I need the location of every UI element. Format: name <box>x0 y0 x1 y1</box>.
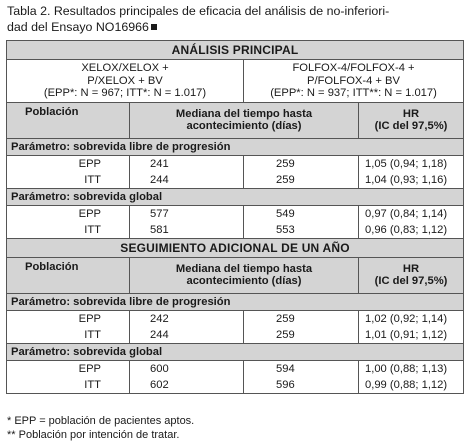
table-caption <box>7 3 461 35</box>
footnotes <box>7 415 461 442</box>
population-cell: EPP <box>7 205 130 222</box>
median-xelox-cell: 581 <box>130 222 244 239</box>
hr-cell: 1,05 (0,94; 1,18) <box>359 155 464 172</box>
median-folfox-cell: 259 <box>244 155 359 172</box>
header-median-2: Mediana del tiempo hasta acontecimiento (días) <box>130 257 359 293</box>
efficacy-table <box>6 40 464 394</box>
footnote-epp: * EPP = población de pacientes aptos. <box>7 415 195 427</box>
median-folfox-cell: 259 <box>244 310 359 327</box>
table-row <box>7 172 464 189</box>
arm-folfox: FOLFOX-4/FOLFOX-4 + P/FOLFOX-4 + BV (EPP*: N = 937; ITT**: N = 1.017) <box>244 60 464 103</box>
hr-cell: 0,97 (0,84; 1,14) <box>359 205 464 222</box>
median-xelox-cell: 241 <box>130 155 244 172</box>
footnote-itt: ** Población por intención de tratar. <box>7 428 180 441</box>
population-cell: ITT <box>7 377 130 394</box>
arm-xelox: XELOX/XELOX + P/XELOX + BV (EPP*: N = 967; ITT*: N = 1.017) <box>7 60 244 103</box>
table-row <box>7 205 464 222</box>
caption-line-1: Tabla 2. Resultados principales de eficacia del análisis de no-inferiori- <box>7 4 390 18</box>
header-population-2: Población <box>7 257 130 293</box>
table-row <box>7 222 464 239</box>
table-row <box>7 155 464 172</box>
table-row <box>7 360 464 377</box>
section-title-followup: SEGUIMIENTO ADICIONAL DE UN AÑO <box>7 238 464 257</box>
median-folfox-cell: 259 <box>244 172 359 189</box>
header-hr: HR (IC del 97,5%) <box>359 102 464 138</box>
header-median: Mediana del tiempo hasta acontecimiento (días) <box>130 102 359 138</box>
table-row <box>7 310 464 327</box>
hr-cell: 1,01 (0,91; 1,12) <box>359 327 464 344</box>
median-xelox-cell: 602 <box>130 377 244 394</box>
median-xelox-cell: 242 <box>130 310 244 327</box>
median-xelox-cell: 600 <box>130 360 244 377</box>
parameter-label: Parámetro: sobrevida global <box>7 188 464 205</box>
header-population: Población <box>7 102 130 138</box>
median-xelox-cell: 577 <box>130 205 244 222</box>
population-cell: EPP <box>7 310 130 327</box>
parameter-label: Parámetro: sobrevida libre de progresión <box>7 293 464 310</box>
hr-cell: 1,04 (0,93; 1,16) <box>359 172 464 189</box>
parameter-label: Parámetro: sobrevida libre de progresión <box>7 138 464 155</box>
population-cell: ITT <box>7 222 130 239</box>
population-cell: ITT <box>7 172 130 189</box>
hr-cell: 0,96 (0,83; 1,12) <box>359 222 464 239</box>
hr-cell: 1,02 (0,92; 1,14) <box>359 310 464 327</box>
median-folfox-cell: 549 <box>244 205 359 222</box>
median-folfox-cell: 596 <box>244 377 359 394</box>
population-cell: EPP <box>7 155 130 172</box>
hr-cell: 0,99 (0,88; 1,12) <box>359 377 464 394</box>
parameter-label: Parámetro: sobrevida global <box>7 343 464 360</box>
population-cell: EPP <box>7 360 130 377</box>
median-folfox-cell: 594 <box>244 360 359 377</box>
median-xelox-cell: 244 <box>130 172 244 189</box>
header-hr-2: HR (IC del 97,5%) <box>359 257 464 293</box>
section-title-principal: ANÁLISIS PRINCIPAL <box>7 41 464 60</box>
caption-line-2: dad del Ensayo NO16966 <box>7 19 461 35</box>
median-folfox-cell: 259 <box>244 327 359 344</box>
median-xelox-cell: 244 <box>130 327 244 344</box>
table-row <box>7 327 464 344</box>
median-folfox-cell: 553 <box>244 222 359 239</box>
hr-cell: 1,00 (0,88; 1,13) <box>359 360 464 377</box>
population-cell: ITT <box>7 327 130 344</box>
table-row <box>7 377 464 394</box>
caption-square-mark <box>151 24 157 30</box>
